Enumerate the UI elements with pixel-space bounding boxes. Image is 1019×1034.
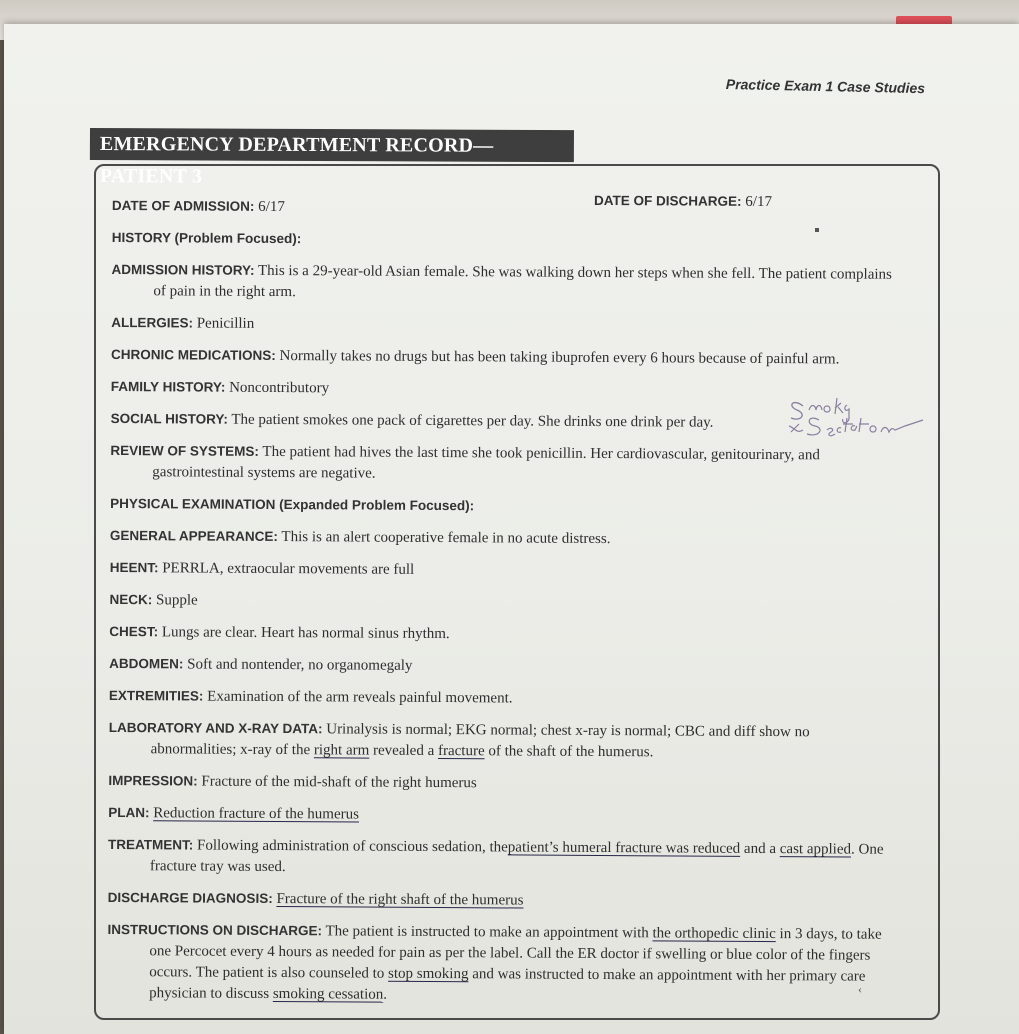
discharge-diagnosis-text: Fracture of the right shaft of the humerus bbox=[276, 891, 524, 909]
admission-date-value: 6/17 bbox=[258, 198, 285, 216]
social-history-label: SOCIAL HISTORY: bbox=[110, 410, 228, 427]
heent-text: PERRLA, extraocular movements are full bbox=[162, 560, 415, 578]
chronic-medications bbox=[111, 344, 901, 371]
treatment bbox=[108, 834, 898, 882]
neck bbox=[109, 589, 899, 616]
plan-label: PLAN: bbox=[108, 804, 150, 821]
family-history-label: FAMILY HISTORY: bbox=[110, 378, 226, 395]
impression-text: Fracture of the mid-shaft of the right humerus bbox=[201, 773, 477, 792]
admission-history bbox=[111, 259, 901, 307]
treatment-text-c: . One fracture tray was used. bbox=[149, 841, 884, 876]
instructions-underlined-2: stop smoking bbox=[388, 965, 469, 983]
extremities bbox=[109, 685, 899, 712]
treatment-text-a: Following administration of conscious sedation, the bbox=[196, 837, 508, 856]
allergies bbox=[111, 312, 901, 339]
lab-data-underlined-2: fracture bbox=[437, 743, 485, 760]
lab-data-underlined-1: right arm bbox=[313, 742, 370, 759]
family-history-text: Noncontributory bbox=[229, 379, 330, 397]
discharge-diagnosis bbox=[108, 887, 898, 914]
social-history-text: The patient smokes one pack of cigarettes per day. She drinks one drink per day. bbox=[231, 411, 714, 431]
page-header: Practice Exam 1 Case Studies bbox=[725, 76, 926, 97]
heent-label: HEENT: bbox=[109, 559, 159, 576]
admission-history-text: This is a 29-year-old Asian female. She was walking down her steps when she fell. The patient complains of pain in the right arm. bbox=[153, 262, 892, 301]
history-heading-text: HISTORY (Problem Focused): bbox=[111, 229, 302, 247]
instructions-underlined-1: the orthopedic clinic bbox=[652, 925, 776, 943]
instructions-text-c: and was instructed to make an appointment with her primary care physician to discuss bbox=[149, 966, 866, 1002]
abdomen-label: ABDOMEN: bbox=[109, 655, 184, 672]
general-appearance-label: GENERAL APPEARANCE: bbox=[109, 527, 278, 545]
physical-heading bbox=[110, 493, 900, 520]
instructions-text-b: in 3 days, to take one Percocet every 4 hours as needed for pain as per the label. Call the ER doctor if swelling or blue color of the fingers occurs. The patient is also counseled to bbox=[149, 926, 882, 982]
extremities-label: EXTREMITIES: bbox=[108, 687, 204, 704]
impression-label: IMPRESSION: bbox=[108, 772, 198, 789]
social-history bbox=[111, 408, 901, 435]
review-of-systems-label: REVIEW OF SYSTEMS: bbox=[110, 442, 259, 459]
instructions-text-d: . bbox=[383, 986, 388, 1003]
discharge-date-label: DATE OF DISCHARGE: bbox=[594, 192, 742, 209]
chest-text: Lungs are clear. Heart has normal sinus rhythm. bbox=[161, 624, 450, 643]
treatment-underlined-2: cast applied bbox=[779, 841, 852, 858]
discharge-instructions-label: INSTRUCTIONS ON DISCHARGE: bbox=[107, 921, 323, 939]
allergies-label: ALLERGIES: bbox=[111, 314, 194, 331]
abdomen bbox=[109, 653, 899, 680]
admission-history-label: ADMISSION HISTORY: bbox=[111, 261, 255, 278]
heent bbox=[110, 557, 900, 584]
record-title: EMERGENCY DEPARTMENT RECORD—PATIENT 3 bbox=[90, 128, 574, 162]
discharge-date bbox=[594, 190, 772, 221]
lab-data bbox=[109, 717, 899, 765]
chronic-medications-text: Normally takes no drugs but has been taking ibuprofen every 6 hours because of painful arm. bbox=[279, 348, 840, 368]
history-heading bbox=[112, 227, 902, 254]
plan bbox=[108, 802, 898, 829]
lab-data-label: LABORATORY AND X-RAY DATA: bbox=[108, 719, 323, 737]
admission-date bbox=[112, 195, 285, 218]
treatment-underlined-1: patient’s humeral fracture was reduced bbox=[507, 839, 741, 857]
instructions-underlined-3: smoking cessation bbox=[272, 985, 384, 1003]
handwritten-note bbox=[785, 392, 955, 442]
lab-data-text-b: revealed a bbox=[372, 742, 435, 759]
lab-data-text-a: Urinalysis is normal; EKG normal; chest x-ray is normal; CBC and diff show no abnormalities; x-ray of the bbox=[150, 721, 810, 759]
treatment-label: TREATMENT: bbox=[107, 836, 194, 853]
lab-data-text-c: of the shaft of the humerus. bbox=[488, 743, 654, 761]
discharge-date-value: 6/17 bbox=[745, 193, 773, 211]
review-of-systems-text: The patient had hives the last time she took penicillin. Her cardiovascular, genitourinary, and gastrointestinal systems are negative. bbox=[152, 443, 820, 482]
chest bbox=[109, 621, 899, 648]
neck-text: Supple bbox=[155, 592, 198, 609]
discharge-instructions bbox=[107, 919, 898, 1009]
stray-pen-mark: ‹ bbox=[858, 982, 862, 996]
allergies-text: Penicillin bbox=[196, 315, 255, 332]
impression bbox=[108, 770, 898, 797]
dates-row bbox=[111, 192, 773, 221]
plan-text: Reduction fracture of the humerus bbox=[153, 805, 360, 823]
chronic-medications-label: CHRONIC MEDICATIONS: bbox=[110, 346, 276, 364]
abdomen-text: Soft and nontender, no organomegaly bbox=[187, 656, 413, 674]
discharge-diagnosis-label: DISCHARGE DIAGNOSIS: bbox=[107, 889, 273, 906]
general-appearance-text: This is an alert cooperative female in no acute distress. bbox=[281, 529, 611, 548]
extremities-text: Examination of the arm reveals painful movement. bbox=[207, 688, 513, 707]
general-appearance bbox=[110, 525, 900, 552]
admission-date-label: DATE OF ADMISSION: bbox=[111, 197, 255, 214]
family-history bbox=[111, 376, 901, 403]
neck-label: NECK: bbox=[109, 591, 153, 608]
instructions-text-a: The patient is instructed to make an appointment with bbox=[325, 923, 649, 942]
review-of-systems bbox=[110, 440, 900, 488]
chest-label: CHEST: bbox=[109, 623, 159, 640]
physical-heading-text: PHYSICAL EXAMINATION (Expanded Problem Focused): bbox=[110, 495, 475, 514]
treatment-text-b: and a bbox=[743, 840, 777, 858]
record-content bbox=[107, 192, 902, 1019]
